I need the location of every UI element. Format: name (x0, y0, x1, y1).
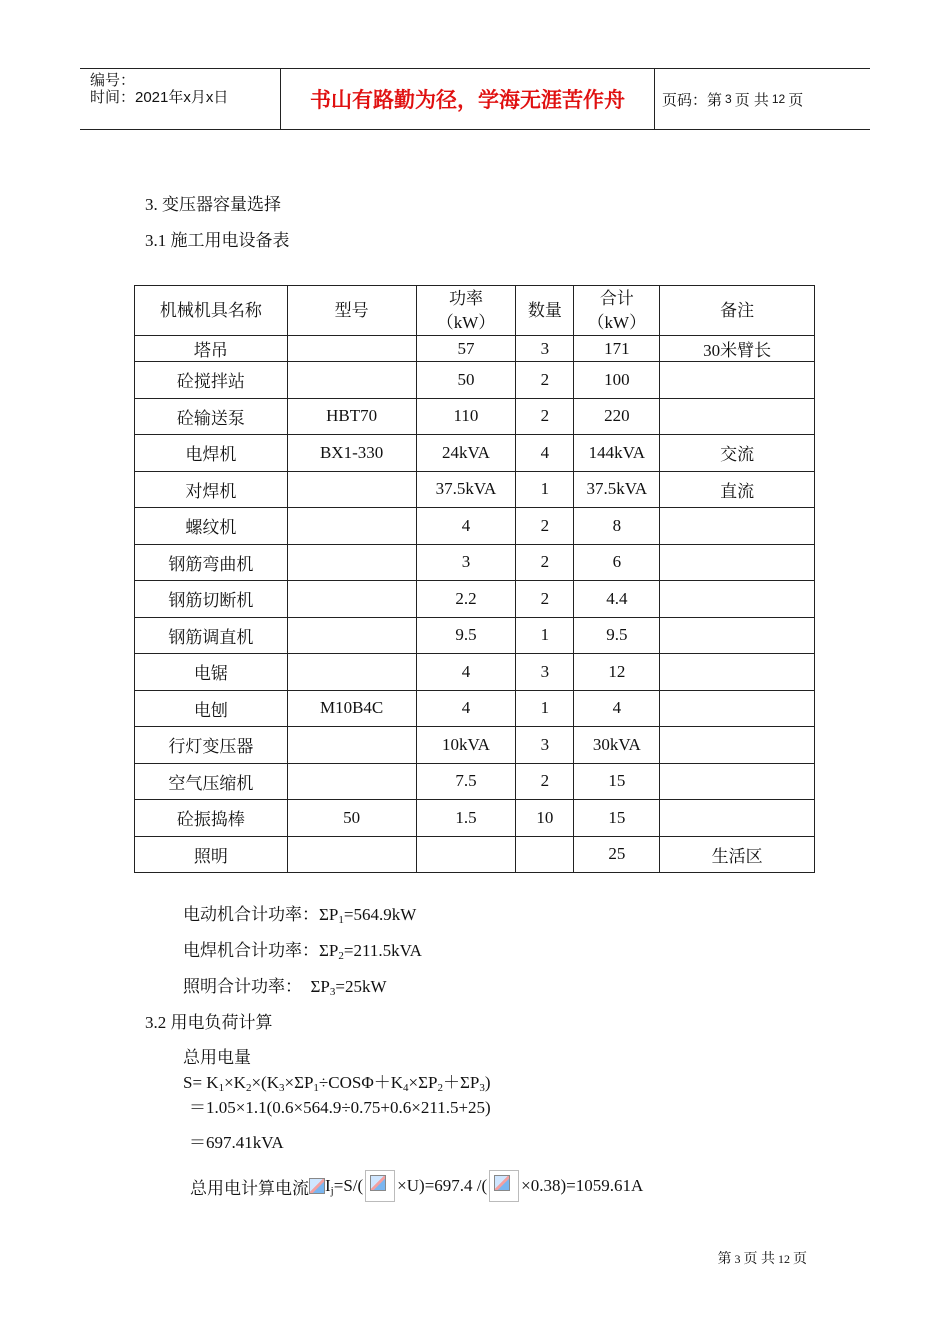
current-end: ×0.38)=1059.61A (521, 1176, 644, 1195)
table-row (135, 763, 815, 800)
sum-p1-label: 电动机合计功率： (183, 905, 319, 924)
table-cell (660, 398, 815, 435)
table-cell: 1.5 (416, 800, 516, 837)
table-cell (660, 763, 815, 800)
table-cell: 3 (516, 336, 574, 362)
table-header-cell: 型号 (287, 286, 416, 336)
table-cell (660, 362, 815, 399)
table-cell: 50 (416, 362, 516, 399)
table-cell: 37.5kVA (416, 471, 516, 508)
number-label: 编号： (90, 72, 136, 89)
table-cell: BX1-330 (287, 435, 416, 472)
table-row (135, 336, 815, 362)
table-cell: 10 (516, 800, 574, 837)
table-cell: 2.2 (416, 581, 516, 618)
broken-image-icon (489, 1170, 519, 1202)
table-cell: 8 (574, 508, 660, 545)
table-row (135, 362, 815, 399)
section-3-1-title: 3.1 施工用电设备表 (145, 231, 290, 250)
table-cell: HBT70 (287, 398, 416, 435)
table-cell (287, 508, 416, 545)
table-cell (660, 544, 815, 581)
table-cell: 2 (516, 581, 574, 618)
table-cell: 144kVA (574, 435, 660, 472)
table-cell (287, 727, 416, 764)
sum-p3-label: 照明合计功率： (183, 977, 294, 996)
header-meta (80, 69, 280, 129)
table-header-cell: 备注 (660, 286, 815, 336)
section-3-title: 3. 变压器容量选择 (145, 195, 281, 214)
table-cell: 钢筋弯曲机 (135, 544, 288, 581)
table-row (135, 836, 815, 873)
current-mid: =S/( (333, 1176, 364, 1195)
table-cell (660, 617, 815, 654)
footer-suffix: 页 (793, 1252, 807, 1267)
table-cell: 2 (516, 508, 574, 545)
table-row (135, 654, 815, 691)
table-cell: 30kVA (574, 727, 660, 764)
table-cell: 2 (516, 544, 574, 581)
table-header-cell: 合计 （kW） (574, 286, 660, 336)
header-divider (654, 69, 655, 129)
table-cell (287, 581, 416, 618)
page-total: 12 (771, 92, 786, 106)
sum-p1-value: =564.9kW (343, 905, 417, 924)
table-cell: 15 (574, 800, 660, 837)
table-row (135, 435, 815, 472)
table-cell: 1 (516, 617, 574, 654)
table-cell: 4 (416, 654, 516, 691)
table-cell: 30米臂长 (660, 336, 815, 362)
table-cell: 电刨 (135, 690, 288, 727)
sum-p3-value: =25kW (335, 977, 387, 996)
page-footer (718, 1248, 808, 1268)
table-cell: 9.5 (574, 617, 660, 654)
table-cell: 电焊机 (135, 435, 288, 472)
table-cell: 钢筋切断机 (135, 581, 288, 618)
table-header-cell: 数量 (516, 286, 574, 336)
table-cell: 砼搅拌站 (135, 362, 288, 399)
equipment-table (134, 285, 815, 873)
table-cell: 2 (516, 362, 574, 399)
table-cell (287, 617, 416, 654)
table-header-row (135, 286, 815, 336)
table-cell (660, 654, 815, 691)
table-cell: 12 (574, 654, 660, 691)
table-cell: 110 (416, 398, 516, 435)
table-cell: 对焊机 (135, 471, 288, 508)
table-row (135, 581, 815, 618)
table-cell: 4 (416, 690, 516, 727)
sum-p2-value: =211.5kVA (343, 941, 422, 960)
table-cell: 3 (516, 727, 574, 764)
table-cell (287, 836, 416, 873)
footer-mid: 页 共 (743, 1252, 775, 1267)
table-cell: 3 (516, 654, 574, 691)
table-cell: 50 (287, 800, 416, 837)
table-cell: 4 (516, 435, 574, 472)
table-cell: 4 (416, 508, 516, 545)
table-cell (416, 836, 516, 873)
table-row (135, 471, 815, 508)
table-cell: 24kVA (416, 435, 516, 472)
current-formula: 总用电计算电流 $I_j$ =S/( ×U)=697.4 /( ×0.38)=1059.61A (190, 1170, 643, 1202)
table-cell (287, 544, 416, 581)
table-cell: 25 (574, 836, 660, 873)
table-cell: 交流 (660, 435, 815, 472)
page-header (80, 68, 870, 130)
header-page-info (662, 69, 803, 129)
table-cell (287, 362, 416, 399)
table-cell: 100 (574, 362, 660, 399)
table-cell: 1 (516, 690, 574, 727)
broken-image-icon (365, 1170, 395, 1202)
table-cell: 钢筋调直机 (135, 617, 288, 654)
broken-image-icon (309, 1178, 325, 1194)
table-cell (287, 471, 416, 508)
total-load-label: 总用电量 (183, 1048, 251, 1067)
sum-p2-label: 电焊机合计功率： (183, 941, 319, 960)
table-header-cell: 机械机具名称 (135, 286, 288, 336)
table-cell: M10B4C (287, 690, 416, 727)
footer-page-number: 3 (734, 1252, 741, 1266)
page-mid: 页 共 (734, 91, 769, 109)
table-cell: 空气压缩机 (135, 763, 288, 800)
footer-prefix: 第 (717, 1252, 732, 1267)
table-cell: 直流 (660, 471, 815, 508)
table-cell: 37.5kVA (574, 471, 660, 508)
table-cell (660, 508, 815, 545)
table-cell: 塔吊 (135, 336, 288, 362)
header-motto: 书山有路勤为径，学海无涯苦作舟 (310, 88, 625, 112)
table-row (135, 617, 815, 654)
table-cell (660, 800, 815, 837)
sum-welder-power: 电焊机合计功率：$\Sigma P_2=211.5kVA$ (183, 941, 422, 962)
page-number: 3 (725, 92, 732, 106)
table-cell: 2 (516, 763, 574, 800)
footer-page-total: 12 (778, 1252, 790, 1266)
table-row (135, 508, 815, 545)
table-cell: 4 (574, 690, 660, 727)
table-cell (287, 654, 416, 691)
table-cell (660, 727, 815, 764)
page-suffix: 页 (788, 91, 804, 109)
current-mid2: ×U)=697.4 /( (397, 1176, 488, 1195)
formula-s: $S= K_1\times K_2\times(K_3\times\Sigma P_1\div COS\Phi+K_4\times\Sigma P_2+\Sigma P_3)$ (183, 1073, 491, 1094)
table-cell: 10kVA (416, 727, 516, 764)
table-cell (287, 763, 416, 800)
table-cell: 照明 (135, 836, 288, 873)
table-row (135, 727, 815, 764)
table-cell: 171 (574, 336, 660, 362)
table-cell: 9.5 (416, 617, 516, 654)
table-row (135, 690, 815, 727)
table-cell: 220 (574, 398, 660, 435)
table-cell (660, 690, 815, 727)
table-cell: 4.4 (574, 581, 660, 618)
table-row (135, 800, 815, 837)
table-cell: 砼振捣棒 (135, 800, 288, 837)
time-label: 时间：2021年x月x日 (90, 89, 229, 106)
table-row (135, 398, 815, 435)
table-cell: 行灯变压器 (135, 727, 288, 764)
table-cell (287, 336, 416, 362)
table-cell: 电锯 (135, 654, 288, 691)
sum-motor-power: 电动机合计功率：$\Sigma P_1=564.9kW$ (183, 905, 417, 926)
table-header-cell: 功率 （kW） (416, 286, 516, 336)
table-cell: 生活区 (660, 836, 815, 873)
current-label: 总用电计算电流 (190, 1178, 309, 1198)
table-cell: 6 (574, 544, 660, 581)
sum-lighting-power: 照明合计功率： $\Sigma P_3=25kW$ (183, 977, 387, 998)
table-cell: 1 (516, 471, 574, 508)
table-cell: 15 (574, 763, 660, 800)
table-cell: 3 (416, 544, 516, 581)
page-prefix: 页码：第 (662, 91, 723, 109)
table-cell: 57 (416, 336, 516, 362)
table-cell (516, 836, 574, 873)
table-cell: 2 (516, 398, 574, 435)
table-row (135, 544, 815, 581)
formula-result: ＝697.41kVA (189, 1133, 284, 1152)
section-3-2-title: 3.2 用电负荷计算 (145, 1013, 273, 1032)
table-cell: 螺纹机 (135, 508, 288, 545)
table-cell: 砼输送泵 (135, 398, 288, 435)
formula-substitution: ＝1.05×1.1(0.6×564.9÷0.75+0.6×211.5+25) (189, 1098, 491, 1117)
table-cell: 7.5 (416, 763, 516, 800)
table-cell (660, 581, 815, 618)
